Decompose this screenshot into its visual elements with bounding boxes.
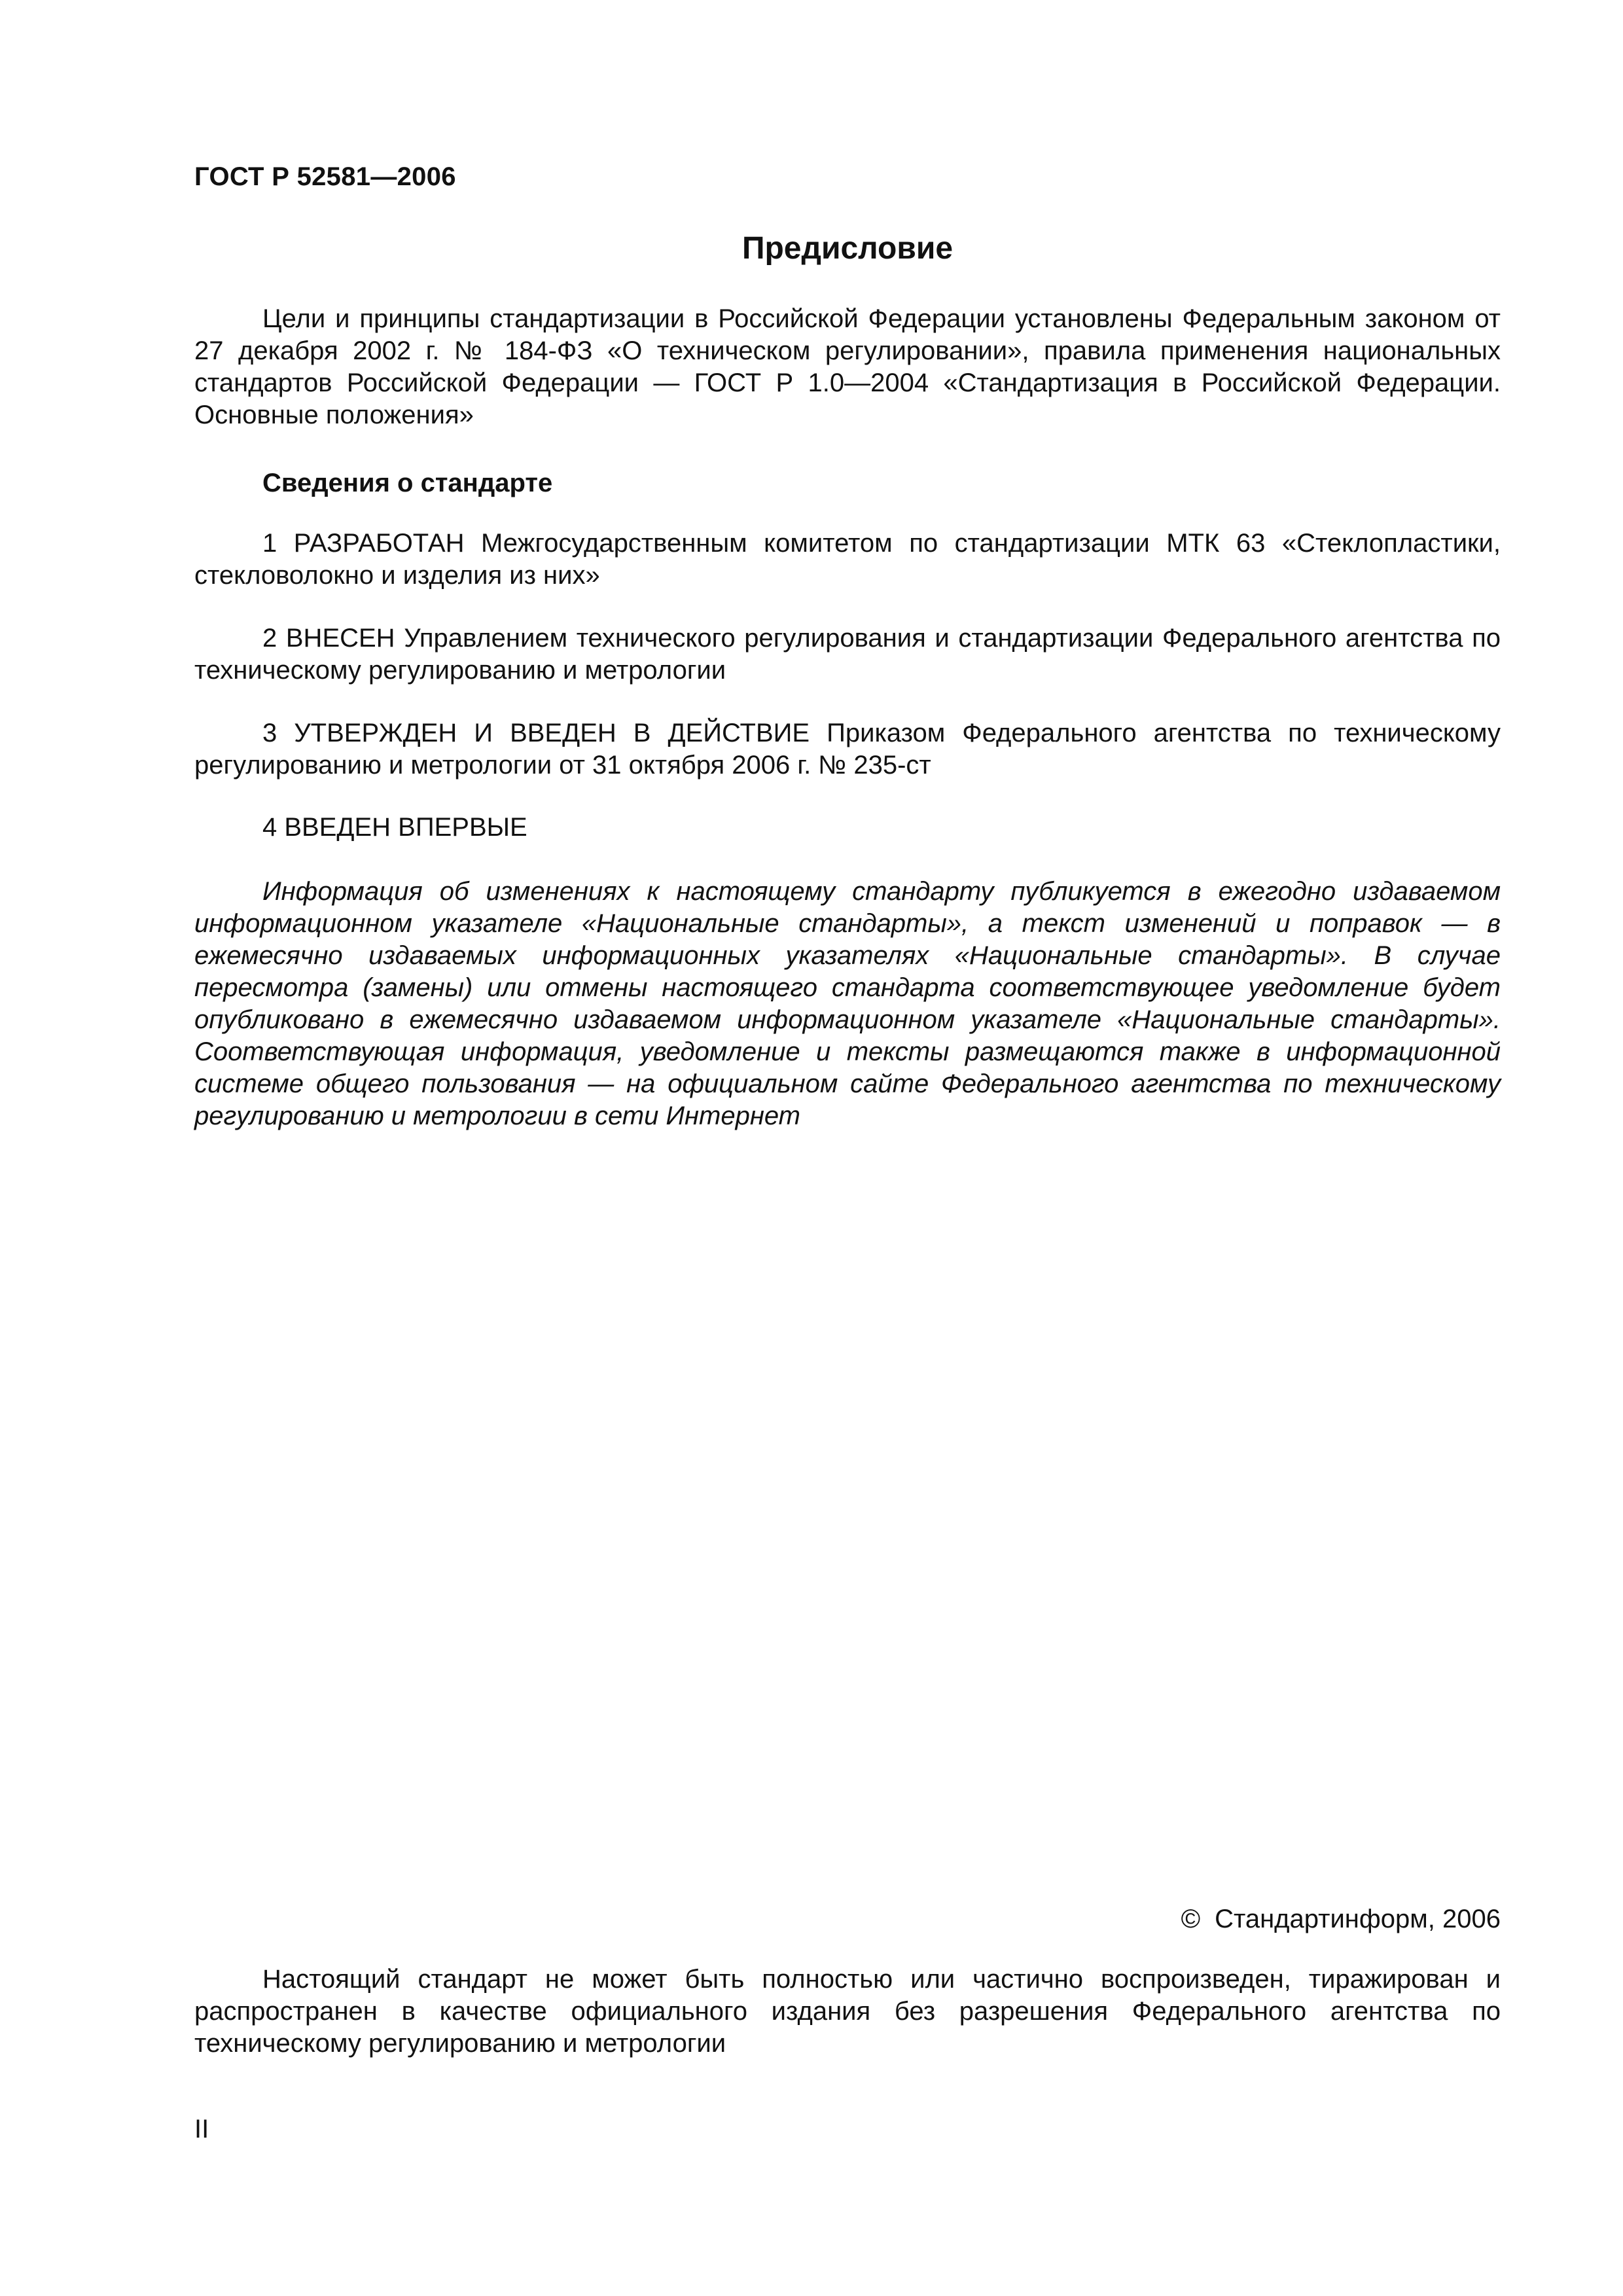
standard-info-item-approved: 3 УТВЕРЖДЕН И ВВЕДЕН В ДЕЙСТВИЕ Приказом Федерального агентства по техническому регулированию и метрологии от 31 октября 2006 г. № 235-ст (194, 719, 1501, 780)
copyright-text: Стандартинформ, 2006 (1215, 1905, 1501, 1933)
standard-info-heading: Сведения о стандарте (262, 469, 553, 497)
document-code: ГОСТ Р 52581—2006 (194, 162, 456, 191)
copyright-icon: © (1181, 1905, 1201, 1933)
copyright-line (1181, 1905, 1501, 1934)
intro-paragraph: Цели и принципы стандартизации в Российской Федерации установлены Федеральным законом от 27 декабря 2002 г. № 184-ФЗ «О техническом регулировании», правила применения национальных стандартов Российской Федерации — ГОСТ Р 1.0—2004 «Стандартизация в Российской Федерации. Основные положения» (194, 304, 1501, 429)
changes-notice: Информация об изменениях к настоящему стандарту публикуется в ежегодно издаваемом информационном указателе «Национальные стандарты», а текст изменений и поправок — в ежемесячно издаваемых информационных указателях «Национальные стандарты». В случае пересмотра (замены) или отмены настоящего стандарта соответствующее уведомление будет опубликовано в ежемесячно издаваемом информационном указателе «Национальные стандарты». Соответствующая информация, уведомление и тексты размещаются также в информационной системе общего пользования — на официальном сайте Федерального агентства по техническому регулированию и метрологии в сети Интернет (194, 877, 1501, 1130)
standard-info-item-first-introduced: 4 ВВЕДЕН ВПЕРВЫЕ (262, 813, 527, 842)
standard-info-item-submitted: 2 ВНЕСЕН Управлением технического регулирования и стандартизации Федерального агентства по техническому регулированию и метрологии (194, 624, 1501, 685)
standard-info-item-developed: 1 РАЗРАБОТАН Межгосударственным комитетом по стандартизации МТК 63 «Стеклопластики, стекловолокно и изделия из них» (194, 529, 1501, 590)
page-number: II (194, 2115, 209, 2144)
reproduction-notice: Настоящий стандарт не может быть полностью или частично воспроизведен, тиражирован и распространен в качестве официального издания без разрешения Федерального агентства по техническому регулированию и метрологии (194, 1965, 1501, 2058)
foreword-title: Предисловие (741, 231, 954, 266)
